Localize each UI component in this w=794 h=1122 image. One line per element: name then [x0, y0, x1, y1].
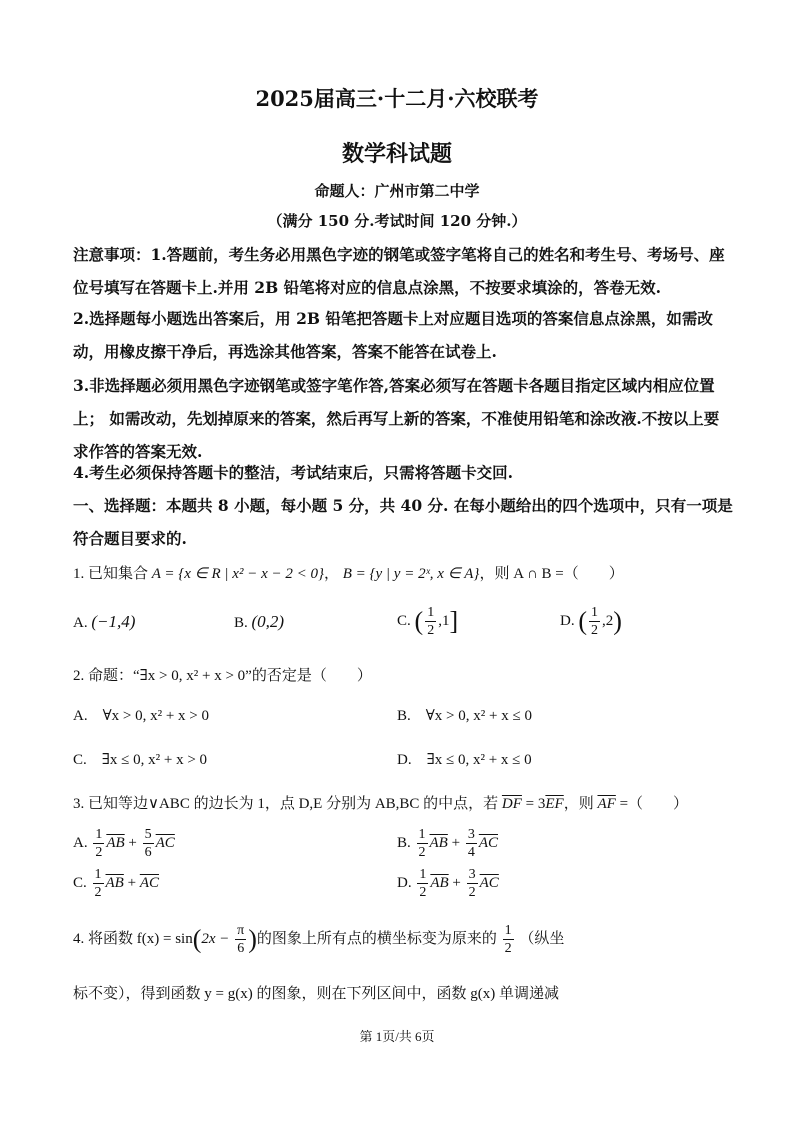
q3-option-c[interactable] [73, 866, 159, 901]
question-4-line-1: 4. 将函数 f(x) = sin(2x − $\frac{\pi}{6}$ )的图象上所有点的横坐标变为原来的 $\frac{1}{2}$ （纵坐 [73, 923, 565, 956]
q4-text-c: 的图象上所有点的横坐标变为原来的 [256, 930, 497, 947]
q4-text-a: 4. 将函数 f(x) = sin [73, 930, 193, 947]
section-heading: 一、选择题：本题共 8 小题，每小题 5 分，共 40 分. 在每小题给出的四个选项中，只有一项是符合题目要求的. [73, 496, 733, 548]
q1-option-c-rest: ,1 [438, 612, 450, 629]
q1-option-d-fraction: $\frac{1}{2}$ [591, 605, 599, 638]
q3-eq: = 3 [521, 796, 546, 812]
q1-option-d[interactable]: D. ( $\frac{1}{2}$ ,2) [560, 605, 622, 638]
note-1: 注意事项：1.答题前，考生务必用黑色字迹的钢笔或签字笔将自己的姓名和考生号、考场号、座位号填写在答题卡上.并用 2B 铅笔将对应的信息点涂黑，不按要求填涂的，答卷无效. [73, 245, 725, 297]
q2-option-b[interactable]: B. ∀x > 0, x² + x ≤ 0 [397, 708, 532, 724]
q3-d-vec1: $\overline{AB}$ [430, 874, 449, 891]
q3-b-plus: + [451, 834, 461, 851]
exam-title: 2025届高三·十二月·六校联考 [255, 86, 539, 111]
note-2: 2.选择题每小题选出答案后，用 2B 铅笔把答题卡上对应题目选项的答案信息点涂黑，如需改动，用橡皮擦干净后，再选涂其他答案，答案不能答在试卷上. [73, 309, 713, 361]
q3-b-frac2: $\frac{3}{4}$ [467, 827, 475, 860]
author-line: 命题人：广州市第二中学 [314, 182, 480, 200]
q1-option-a[interactable] [73, 612, 135, 632]
note-3: 3.非选择题必须用黑色字迹钢笔或签字笔作答,答案必须写在答题卡各题目指定区域内相应位置上； 如需改动，先划掉原来的答案，然后再写上新的答案，不准使用铅笔和涂改液.不按以上要求作答的答案无效. [73, 376, 720, 461]
note-4: 4.考生必须保持答题卡的整洁，考试结束后，只需将答题卡交回. [73, 463, 514, 482]
question-4-line-2: 标不变），得到函数 y = g(x) 的图象，则在下列区间中，函数 g(x) 单调递减 [73, 986, 559, 1002]
q3-stem-text: 3. 已知等边∨ABC 的边长为 1，点 D,E 分别为 AB,BC 的中点，若 [73, 796, 499, 812]
q3-a-plus: + [128, 834, 137, 851]
q3-d-frac1: $\frac{1}{2}$ [419, 867, 427, 900]
q4-text-d: （纵坐 [519, 930, 565, 947]
q3-d-frac2: $\frac{3}{2}$ [468, 867, 476, 900]
q3-option-d-label: D. [397, 874, 412, 891]
q3-a-frac2: $\frac{5}{6}$ [144, 827, 152, 860]
q3-vector-df: $\overline{DF}$ [501, 796, 522, 812]
q1-option-c[interactable]: C. ( $\frac{1}{2}$ ,1] [397, 605, 459, 638]
q3-option-d[interactable] [397, 866, 499, 901]
q3-option-b-label: B. [397, 834, 411, 851]
q2-option-a[interactable]: A. ∀x > 0, x² + x > 0 [73, 708, 210, 724]
question-1-stem: 1. 已知集合 A = {x ∈ R | x² − x − 2 < 0}， B = {y | y = 2ˣ, x ∈ A}，则 A ∩ B =（ ） [73, 566, 624, 582]
q3-a-frac1: $\frac{1}{2}$ [95, 827, 103, 860]
q3-option-a[interactable] [73, 826, 175, 861]
q1-option-b-label: B. [234, 615, 248, 631]
q3-vector-ef: $\overline{EF}$ [545, 796, 564, 812]
q3-a-vec2: $\overline{AC}$ [155, 834, 175, 851]
q4-pi-fraction: $\frac{\pi}{6}$ [237, 923, 245, 956]
q1-option-c-label: C. [397, 612, 411, 629]
q1-option-c-fraction: $\frac{1}{2}$ [427, 605, 435, 638]
q1-option-b[interactable] [234, 612, 284, 632]
q3-option-b[interactable] [397, 826, 498, 861]
q3-c-plus: + [127, 874, 137, 891]
q3-d-plus: + [452, 874, 461, 891]
subject-title: 数学科试题 [341, 141, 452, 167]
q3-c-frac1: $\frac{1}{2}$ [94, 867, 102, 900]
q1-option-d-label: D. [560, 612, 575, 629]
q1-option-a-value: (−1,4) [91, 612, 136, 631]
q3-d-vec2: $\overline{AC}$ [479, 874, 499, 891]
q1-option-b-value: (0,2) [251, 612, 285, 631]
q4-text-b: 2x − [201, 930, 230, 947]
q3-then: ，则 [563, 796, 594, 812]
q3-c-vec2: $\overline{AC}$ [139, 874, 159, 891]
q3-b-vec1: $\overline{AB}$ [429, 834, 448, 851]
page-footer: 第 1页/共 6页 [359, 1029, 435, 1044]
q1-set-b: B = {y | y = 2ˣ, x ∈ A} [342, 566, 480, 582]
q3-vector-af: $\overline{AF}$ [597, 796, 616, 812]
q2-option-c[interactable]: C. ∃x ≤ 0, x² + x > 0 [73, 752, 208, 768]
q3-option-c-label: C. [73, 874, 87, 891]
q3-c-vec1: $\overline{AB}$ [105, 874, 124, 891]
q3-b-frac1: $\frac{1}{2}$ [418, 827, 426, 860]
q1-suffix: ，则 A ∩ B =（ ） [479, 566, 624, 582]
q1-option-a-label: A. [73, 615, 88, 631]
q3-a-vec1: $\overline{AB}$ [106, 834, 125, 851]
scoring-line: （满分 150 分.考试时间 120 分钟.） [267, 212, 527, 230]
q3-end: =（ ） [615, 796, 689, 812]
q3-b-vec2: $\overline{AC}$ [478, 834, 498, 851]
q1-prefix: 1. 已知集合 [73, 566, 149, 582]
q1-option-d-rest: ,2 [602, 612, 614, 629]
q2-option-d[interactable]: D. ∃x ≤ 0, x² + x ≤ 0 [397, 752, 532, 768]
q4-half-fraction: $\frac{1}{2}$ [504, 923, 512, 956]
question-3-stem [73, 792, 688, 813]
question-2-stem: 2. 命题：“∃x > 0, x² + x > 0”的否定是（ ） [73, 668, 372, 684]
q1-set-a: A = {x ∈ R | x² − x − 2 < 0} [151, 566, 324, 582]
q3-option-a-label: A. [73, 834, 88, 851]
